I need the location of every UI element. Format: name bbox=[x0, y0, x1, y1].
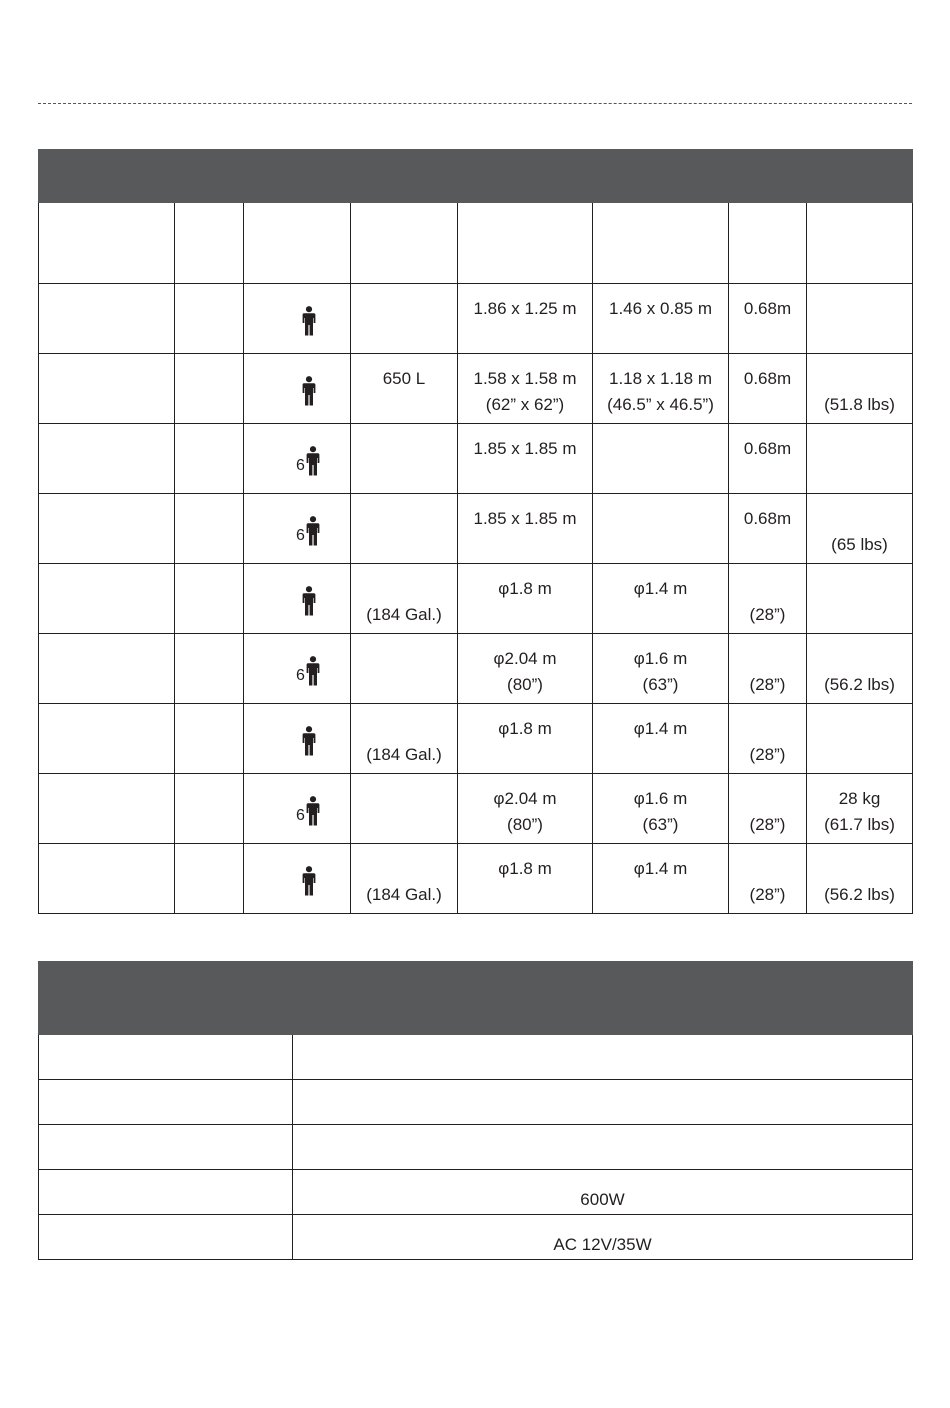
volume-metric bbox=[351, 786, 457, 812]
outer-size-cell bbox=[458, 424, 593, 494]
volume-cell bbox=[351, 284, 458, 354]
person-icon bbox=[302, 306, 316, 336]
height-cell bbox=[729, 424, 807, 494]
outer-size-imperial bbox=[458, 602, 592, 628]
person-icon bbox=[306, 796, 320, 826]
spec-table-title-row bbox=[39, 150, 913, 203]
volume-imperial: (184 Gal.) bbox=[366, 745, 442, 764]
table-row bbox=[39, 1035, 913, 1080]
inner-size-imperial bbox=[593, 882, 728, 908]
table-row bbox=[39, 494, 913, 564]
weight-imperial bbox=[807, 462, 912, 488]
volume-imperial bbox=[351, 532, 457, 558]
weight-metric bbox=[807, 646, 912, 672]
table-row bbox=[39, 1215, 913, 1260]
capacity-cell bbox=[244, 564, 351, 634]
power-label-cell bbox=[39, 1170, 293, 1215]
height-cell bbox=[729, 844, 807, 914]
power-value-cell bbox=[293, 1035, 913, 1080]
height-imperial bbox=[729, 322, 806, 348]
outer-size-metric: φ1.8 m bbox=[498, 579, 552, 598]
table-row bbox=[39, 354, 913, 424]
height-metric: 0.68m bbox=[743, 509, 792, 528]
inner-size-imperial: (63”) bbox=[642, 675, 679, 694]
outer-size-imperial bbox=[458, 742, 592, 768]
outer-size-cell bbox=[458, 354, 593, 424]
outer-size-metric: φ1.8 m bbox=[498, 719, 552, 738]
outer-size-imperial bbox=[458, 882, 592, 908]
outer-size-cell bbox=[458, 774, 593, 844]
volume-metric bbox=[351, 506, 457, 532]
weight-imperial bbox=[807, 602, 912, 628]
capacity-cell bbox=[244, 424, 351, 494]
model-cell bbox=[39, 354, 175, 424]
height-imperial: (28”) bbox=[749, 745, 786, 764]
outer-size-metric: φ2.04 m bbox=[493, 649, 557, 668]
volume-imperial bbox=[351, 672, 457, 698]
volume-metric bbox=[351, 296, 457, 322]
volume-imperial: (184 Gal.) bbox=[366, 885, 442, 904]
height-metric: 0.68m bbox=[743, 439, 792, 458]
model-cell bbox=[39, 424, 175, 494]
code-cell bbox=[175, 284, 244, 354]
height-metric bbox=[729, 576, 806, 602]
height-metric bbox=[729, 856, 806, 882]
code-cell bbox=[175, 424, 244, 494]
inner-size-imperial bbox=[593, 322, 728, 348]
volume-cell bbox=[351, 844, 458, 914]
model-cell bbox=[39, 844, 175, 914]
height-metric: 0.68m bbox=[743, 369, 792, 388]
person-icon bbox=[306, 656, 320, 686]
outer-size-imperial bbox=[458, 322, 592, 348]
height-imperial bbox=[729, 462, 806, 488]
weight-cell bbox=[807, 424, 913, 494]
height-cell bbox=[729, 564, 807, 634]
outer-size-imperial bbox=[458, 462, 592, 488]
power-value-cell bbox=[293, 1080, 913, 1125]
outer-size-metric: 1.85 x 1.85 m bbox=[473, 439, 577, 458]
outer-size-metric: φ1.8 m bbox=[498, 859, 552, 878]
volume-metric bbox=[351, 856, 457, 882]
volume-metric bbox=[351, 646, 457, 672]
model-cell bbox=[39, 774, 175, 844]
weight-metric bbox=[807, 856, 912, 882]
inner-size-cell bbox=[593, 284, 729, 354]
weight-cell bbox=[807, 354, 913, 424]
height-imperial: (28”) bbox=[749, 605, 786, 624]
outer-size-imperial: (80”) bbox=[507, 675, 543, 694]
weight-metric bbox=[807, 506, 912, 532]
capacity-cell bbox=[244, 774, 351, 844]
volume-metric bbox=[351, 436, 457, 462]
outer-size-cell bbox=[458, 284, 593, 354]
table-row bbox=[39, 564, 913, 634]
height-metric bbox=[729, 716, 806, 742]
weight-imperial: (56.2 lbs) bbox=[824, 885, 895, 904]
weight-metric bbox=[807, 366, 912, 392]
inner-size-metric: 1.46 x 0.85 m bbox=[608, 299, 712, 318]
volume-cell bbox=[351, 704, 458, 774]
weight-metric bbox=[807, 716, 912, 742]
volume-cell bbox=[351, 354, 458, 424]
weight-imperial: (56.2 lbs) bbox=[824, 675, 895, 694]
volume-metric bbox=[351, 576, 457, 602]
inner-size-metric: φ1.4 m bbox=[633, 579, 688, 598]
capacity-cell bbox=[244, 494, 351, 564]
model-cell bbox=[39, 284, 175, 354]
height-imperial bbox=[729, 392, 806, 418]
code-cell bbox=[175, 774, 244, 844]
power-label-cell bbox=[39, 1035, 293, 1080]
capacity-cell bbox=[244, 844, 351, 914]
inner-size-imperial: (63”) bbox=[642, 815, 679, 834]
capacity-number: 6 bbox=[296, 526, 305, 544]
volume-cell bbox=[351, 774, 458, 844]
height-metric bbox=[729, 646, 806, 672]
power-label-cell bbox=[39, 1215, 293, 1260]
inner-size-cell bbox=[593, 494, 729, 564]
height-imperial bbox=[729, 532, 806, 558]
weight-metric bbox=[807, 436, 912, 462]
table-row bbox=[39, 634, 913, 704]
height-cell bbox=[729, 774, 807, 844]
volume-cell bbox=[351, 424, 458, 494]
weight-metric bbox=[807, 296, 912, 322]
person-icon bbox=[302, 726, 316, 756]
outer-size-metric: φ2.04 m bbox=[493, 789, 557, 808]
code-cell bbox=[175, 494, 244, 564]
weight-cell bbox=[807, 284, 913, 354]
inner-size-imperial bbox=[593, 462, 728, 488]
table-row bbox=[39, 1170, 913, 1215]
person-icon bbox=[302, 866, 316, 896]
capacity-cell bbox=[244, 284, 351, 354]
table-row bbox=[39, 424, 913, 494]
height-imperial: (28”) bbox=[749, 815, 786, 834]
volume-imperial bbox=[351, 812, 457, 838]
power-table-header-row bbox=[39, 962, 913, 1035]
volume-imperial bbox=[351, 462, 457, 488]
table-row bbox=[39, 1125, 913, 1170]
inner-size-metric bbox=[593, 506, 728, 532]
height-cell bbox=[729, 704, 807, 774]
outer-size-metric: 1.58 x 1.58 m bbox=[473, 369, 577, 388]
height-metric bbox=[729, 786, 806, 812]
outer-size-cell bbox=[458, 844, 593, 914]
weight-imperial: (65 lbs) bbox=[831, 535, 888, 554]
model-cell bbox=[39, 564, 175, 634]
weight-cell bbox=[807, 634, 913, 704]
volume-cell bbox=[351, 494, 458, 564]
inner-size-metric: φ1.6 m bbox=[633, 789, 688, 808]
capacity-number: 6 bbox=[296, 456, 305, 474]
outer-size-imperial: (62” x 62”) bbox=[485, 395, 565, 414]
table-row bbox=[39, 774, 913, 844]
model-cell bbox=[39, 494, 175, 564]
inner-size-cell bbox=[593, 424, 729, 494]
inner-size-metric: φ1.6 m bbox=[633, 649, 688, 668]
weight-cell bbox=[807, 564, 913, 634]
height-imperial: (28”) bbox=[749, 885, 786, 904]
table-row bbox=[39, 844, 913, 914]
height-metric: 0.68m bbox=[743, 299, 792, 318]
table-row bbox=[39, 284, 913, 354]
inner-size-cell bbox=[593, 354, 729, 424]
code-cell bbox=[175, 634, 244, 704]
capacity-number: 6 bbox=[296, 806, 305, 824]
spec-table-column-header-row bbox=[39, 203, 913, 284]
weight-imperial: (61.7 lbs) bbox=[824, 815, 895, 834]
inner-size-metric bbox=[593, 436, 728, 462]
person-icon bbox=[306, 516, 320, 546]
person-icon bbox=[302, 586, 316, 616]
volume-cell bbox=[351, 634, 458, 704]
inner-size-imperial bbox=[593, 532, 728, 558]
weight-metric: 28 kg bbox=[838, 789, 881, 808]
weight-metric bbox=[807, 576, 912, 602]
power-value-cell: 600W bbox=[293, 1170, 913, 1215]
inner-size-cell bbox=[593, 564, 729, 634]
capacity-cell bbox=[244, 634, 351, 704]
spec-table bbox=[38, 149, 913, 914]
inner-size-cell bbox=[593, 634, 729, 704]
height-cell bbox=[729, 634, 807, 704]
outer-size-metric: 1.85 x 1.85 m bbox=[473, 509, 577, 528]
person-icon bbox=[302, 376, 316, 406]
outer-size-cell bbox=[458, 564, 593, 634]
power-label-cell bbox=[39, 1080, 293, 1125]
weight-cell bbox=[807, 844, 913, 914]
volume-metric bbox=[351, 716, 457, 742]
inner-size-imperial: (46.5” x 46.5”) bbox=[607, 395, 714, 414]
inner-size-metric: φ1.4 m bbox=[633, 719, 688, 738]
weight-cell bbox=[807, 774, 913, 844]
table-row bbox=[39, 704, 913, 774]
volume-imperial bbox=[351, 392, 457, 418]
capacity-cell bbox=[244, 354, 351, 424]
code-cell bbox=[175, 844, 244, 914]
dotted-divider bbox=[38, 103, 912, 104]
outer-size-imperial bbox=[458, 532, 592, 558]
outer-size-cell bbox=[458, 704, 593, 774]
code-cell bbox=[175, 704, 244, 774]
weight-cell bbox=[807, 494, 913, 564]
table-row bbox=[39, 1080, 913, 1125]
volume-imperial bbox=[351, 322, 457, 348]
height-cell bbox=[729, 494, 807, 564]
volume-metric: 650 L bbox=[382, 369, 426, 388]
height-imperial: (28”) bbox=[749, 675, 786, 694]
weight-imperial bbox=[807, 322, 912, 348]
height-cell bbox=[729, 354, 807, 424]
outer-size-cell bbox=[458, 634, 593, 704]
code-cell bbox=[175, 354, 244, 424]
code-cell bbox=[175, 564, 244, 634]
weight-imperial bbox=[807, 742, 912, 768]
outer-size-cell bbox=[458, 494, 593, 564]
inner-size-cell bbox=[593, 704, 729, 774]
inner-size-cell bbox=[593, 844, 729, 914]
height-cell bbox=[729, 284, 807, 354]
inner-size-metric: 1.18 x 1.18 m bbox=[608, 369, 712, 388]
capacity-number: 6 bbox=[296, 666, 305, 684]
power-value-cell bbox=[293, 1125, 913, 1170]
power-table bbox=[38, 961, 913, 1260]
model-cell bbox=[39, 634, 175, 704]
inner-size-imperial bbox=[593, 742, 728, 768]
capacity-cell bbox=[244, 704, 351, 774]
outer-size-imperial: (80”) bbox=[507, 815, 543, 834]
model-cell bbox=[39, 704, 175, 774]
person-icon bbox=[306, 446, 320, 476]
inner-size-cell bbox=[593, 774, 729, 844]
outer-size-metric: 1.86 x 1.25 m bbox=[473, 299, 577, 318]
inner-size-metric: φ1.4 m bbox=[633, 859, 688, 878]
weight-imperial: (51.8 lbs) bbox=[824, 395, 895, 414]
weight-cell bbox=[807, 704, 913, 774]
power-label-cell bbox=[39, 1125, 293, 1170]
volume-imperial: (184 Gal.) bbox=[366, 605, 442, 624]
volume-cell bbox=[351, 564, 458, 634]
power-value-cell: AC 12V/35W bbox=[293, 1215, 913, 1260]
inner-size-imperial bbox=[593, 602, 728, 628]
